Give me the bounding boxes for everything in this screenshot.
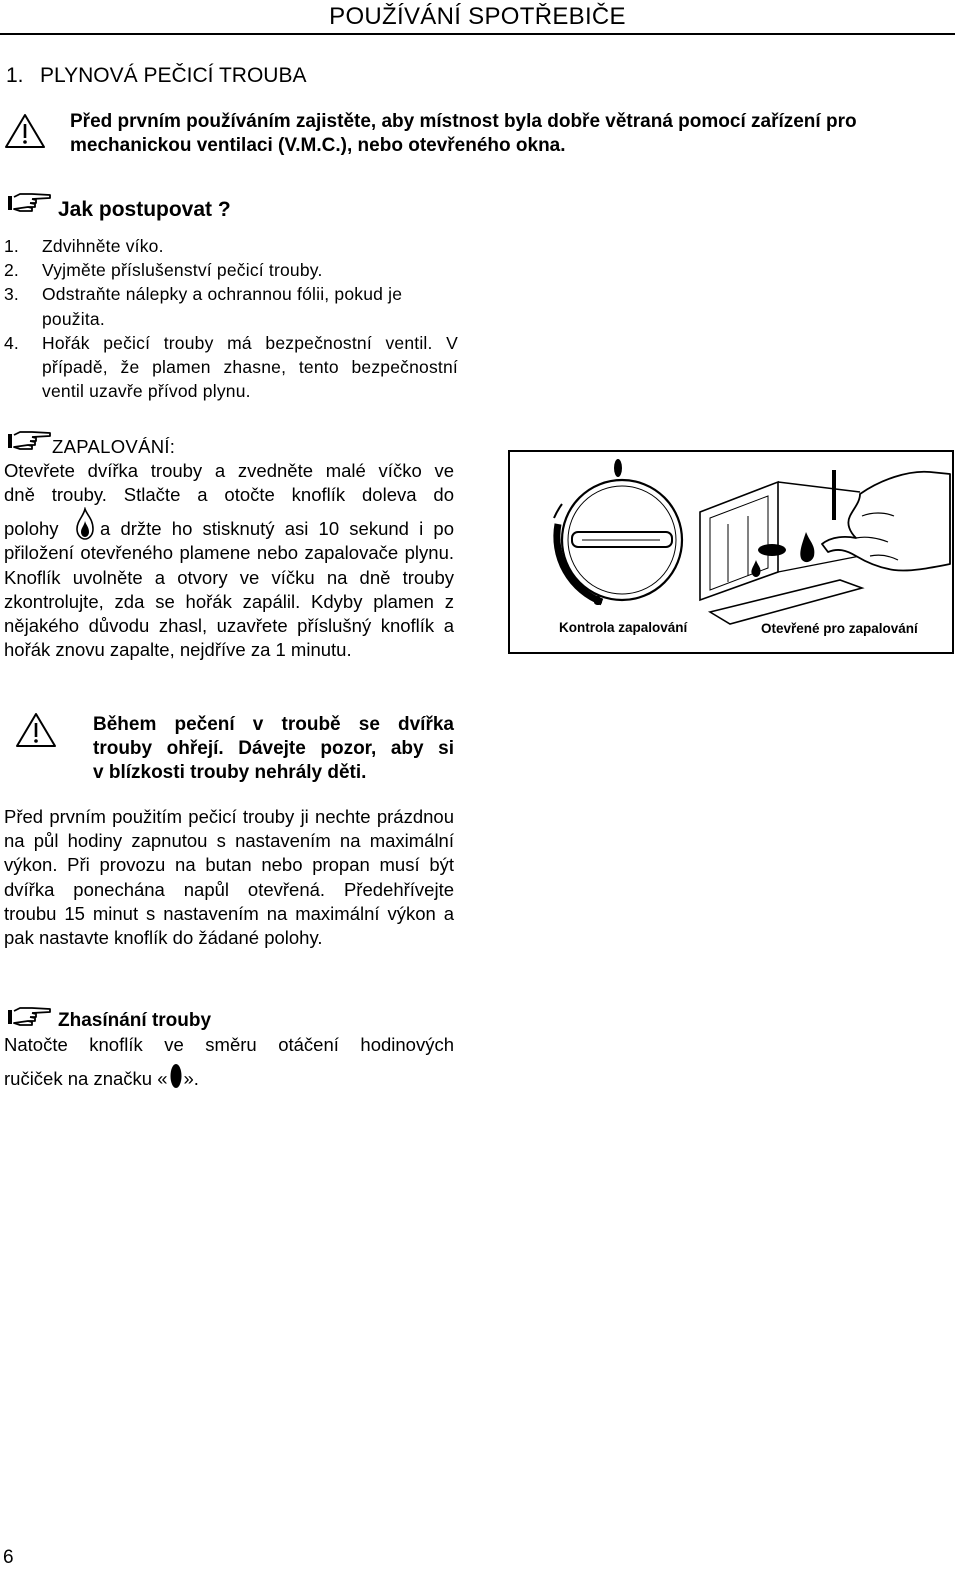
page-header-title: POUŽÍVÁNÍ SPOTŘEBIČE xyxy=(329,3,626,30)
preheat-text: Před prvním použitím pečicí trouby ji nechte prázdnou na půl hodiny zapnutou s nastavením na maximální výkon. Při provozu na butan nebo propan musí být dvířka ponechána napůl otevřená. Předehřívejte troubu 15 minut s nastavením na maximální výkon a pak nastavte knoflík do žádané polohy. xyxy=(4,806,454,949)
list-item: 4. Hořák pečicí trouby má bezpečnostní ventil. V případě, že plamen zhasne, tento bezpečnostní ventil uzavře přívod plynu. xyxy=(4,332,458,402)
off-text: Natočte knoflík ve směru otáčení hodinových ručiček na značku « ». xyxy=(4,1034,454,1090)
list-item: 3. Odstraňte nálepky a ochrannou fólii, pokud je použita. xyxy=(4,284,403,329)
ignition-text: Otevřete dvířka trouby a zvedněte malé víčko ve dně trouby. Stlačte a otočte knoflík doleva do polohy a držte ho stisknutý asi 10 sekund i po přiložení otevřeného plamene nebo zapalovače plynu. Knoflík uvolněte a otvory ve víčku na dně trouby zkontrolujte, zda se hořák zapálil. Kdyby plamen z nějakého důvodu zhasl, uzavřete příslušný knoflík a hořák znovu zapalte, nejdříve za 1 minutu. xyxy=(4,460,454,661)
ignition-title: ZAPALOVÁNÍ: xyxy=(52,436,176,457)
list-item: 1. Zdvihněte víko. xyxy=(4,236,164,256)
pointing-hand-icon xyxy=(6,428,52,452)
list-item: 2. Vyjměte příslušenství pečicí trouby. xyxy=(4,260,323,281)
steps-list xyxy=(4,234,458,403)
ventilation-warning xyxy=(70,110,955,158)
section-title-text: PLYNOVÁ PEČICÍ TROUBA xyxy=(40,64,307,87)
section-title xyxy=(6,63,306,89)
off-mark-icon xyxy=(170,1063,182,1089)
figure-label-open-for-ignition: Otevřené pro zapalování xyxy=(761,621,918,636)
page-number: 6 xyxy=(3,1547,14,1568)
section-number: 1. xyxy=(6,64,24,87)
how-to-title: Jak postupovat ? xyxy=(58,198,231,221)
flame-icon xyxy=(75,507,95,541)
warning-triangle-icon xyxy=(15,712,57,748)
warning-triangle-icon xyxy=(4,113,46,149)
pointing-hand-icon xyxy=(6,190,52,214)
pointing-hand-icon xyxy=(6,1004,52,1028)
hot-door-warning: Během pečení v troubě se dvířka trouby ohřejí. Dávejte pozor, aby si v blízkosti trouby nehrály děti. xyxy=(93,714,454,783)
figure-label-ignition-check: Kontrola zapalování xyxy=(559,620,688,635)
ventilation-warning-line-2: mechanickou ventilaci (V.M.C.), nebo otevřeného okna. xyxy=(70,135,566,156)
off-title: Zhasínání trouby xyxy=(58,1010,212,1031)
ventilation-warning-line-1: Před prvním používáním zajistěte, aby místnost byla dobře větraná pomocí zařízení pro xyxy=(70,111,857,132)
ignition-illustration xyxy=(508,450,954,654)
